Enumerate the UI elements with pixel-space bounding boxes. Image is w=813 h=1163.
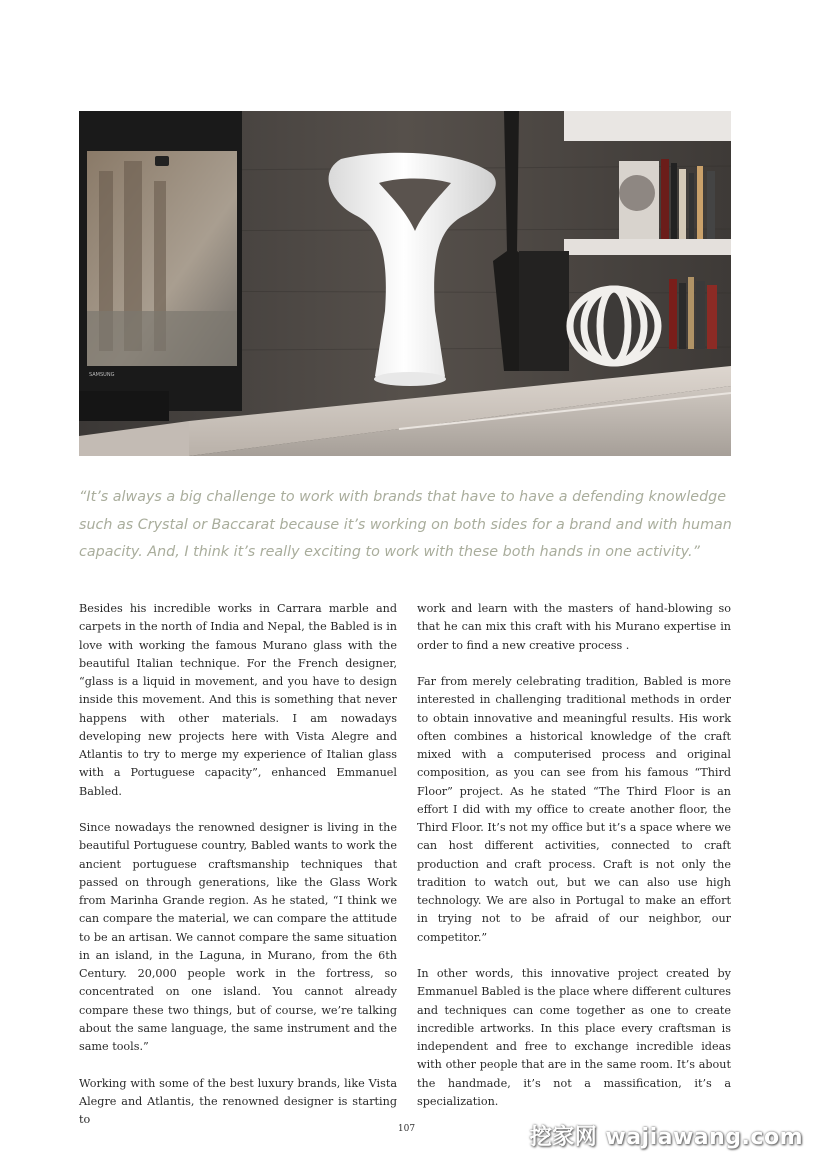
paragraph: Working with some of the best luxury brands, like Vista Alegre and Atlantis, the renowned designer is starting to bbox=[79, 1076, 397, 1126]
paragraph: Besides his incredible works in Carrara marble and carpets in the north of India and Nepal, the Babled is in love with working the famous Murano glass with the beautiful Italian technique. For the French designer, “glass is a liquid in movement, and you have to design inside this movement. And this is something that never happens with other materials. I am nowadays developing new projects here with Vista Alegre and Atlantis to try to merge my experience of Italian glass with a Portuguese capacity”, enhanced Emmanuel Babled. bbox=[79, 602, 397, 798]
right-text-column bbox=[417, 600, 731, 1129]
paragraph: Far from merely celebrating tradition, Babled is more interested in challenging traditional methods in order to obtain innovative and meaningful results. His work often combines a historical knowledge of the craft mixed with a computerised process and original composition, as you can see from his famous “Third Floor” project. As he stated “The Third Floor is an effort I did with my office to create another floor, the Third Floor. It’s not my office but it’s a space where we can host different activities, connected to craft production and craft process. Craft is not only the tradition to watch out, but we can also use high technology. We are also in Portugal to make an effort in trying not to be afraid of our neighbor, our competitor.” bbox=[417, 675, 732, 944]
interior-scene-illustration bbox=[79, 111, 731, 456]
site-watermark: 挖家网 wajiawang.com bbox=[529, 1125, 803, 1150]
paragraph: Since nowadays the renowned designer is living in the beautiful Portuguese country, Babled wants to work the ancient portuguese craftsmanship techniques that passed on through generations, like the Glass Work from Marinha Grande region. As he stated, “I think we can compare the material, we can compare the attitude to be an artisan. We cannot compare the same situation in an island, in the Laguna, in Murano, from the 6th Century. 20,000 people work in the fortress, so concentrated on one island. You cannot already compare these two things, but of course, we’re talking about the same language, the same instrument and the same tools.” bbox=[79, 821, 397, 1053]
pull-quote: “It’s always a big challenge to work with brands that have to have a defending knowledge such as Crystal or Baccarat because it’s working on both sides for a brand and with human capacity. And, I think it’s really exciting to work with these both hands in one activity.” bbox=[79, 489, 732, 560]
page-number: 107 bbox=[397, 1124, 416, 1134]
striped-sphere-decor bbox=[566, 286, 662, 366]
hero-photo bbox=[79, 111, 731, 456]
paragraph: In other words, this innovative project created by Emmanuel Babled is the place where different cultures and techniques can come together as one to create incredible artworks. In this place every craftsman is independent and free to exchange incredible ideas with other people that are in the same room. It’s about the handmade, it’s not a massification, it’s a specialization. bbox=[417, 967, 731, 1108]
tv-brand: SAMSUNG bbox=[89, 372, 115, 378]
paragraph: work and learn with the masters of hand-blowing so that he can mix this craft with his Murano expertise in order to find a new creative process . bbox=[417, 602, 731, 652]
left-text-column bbox=[79, 600, 397, 1148]
